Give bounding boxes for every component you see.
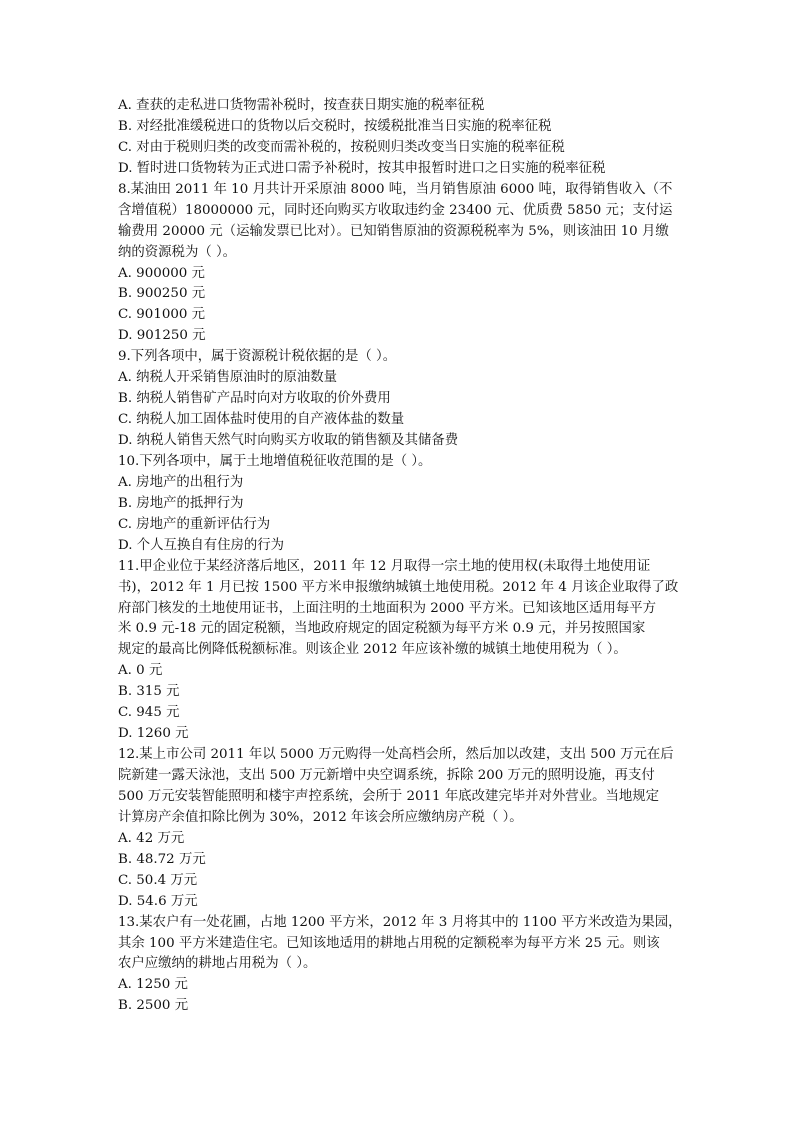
- question-11-text: 米 0.9 元-18 元的固定税额，当地政府规定的固定税额为每平方米 0.9 元，并另按照国家: [118, 621, 646, 637]
- option-line: A. 房地产的出租行为: [118, 474, 244, 490]
- option-line: A. 0 元: [118, 663, 163, 679]
- option-line: B. 2500 元: [118, 998, 189, 1014]
- option-line: B. 48.72 万元: [118, 851, 206, 867]
- question-8-text: 纳的资源税为（ ）。: [118, 244, 237, 260]
- option-line: D. 1260 元: [118, 726, 189, 742]
- option-line: C. 纳税人加工固体盐时使用的自产液体盐的数量: [118, 412, 405, 428]
- document-page: [118, 96, 688, 1017]
- option-line: B. 房地产的抵押行为: [118, 495, 244, 511]
- option-line: C. 50.4 万元: [118, 872, 198, 888]
- question-12-text: 院新建一露天泳池，支出 500 万元新增中央空调系统，拆除 200 万元的照明设施，再支付: [118, 768, 655, 783]
- option-line: D. 54.6 万元: [118, 893, 198, 909]
- option-line: B. 对经批准缓税进口的货物以后交税时，按缓税批准当日实施的税率征税: [118, 118, 552, 134]
- option-line: D. 暂时进口货物转为正式进口需予补税时，按其申报暂时进口之日实施的税率征税: [118, 160, 606, 176]
- option-line: A. 查获的走私进口货物需补税时，按查获日期实施的税率征税: [118, 98, 485, 113]
- option-line: D. 纳税人销售天然气时向购买方收取的销售额及其储备费: [118, 433, 459, 448]
- question-10-text: 10.下列各项中，属于土地增值税征收范围的是（ ）。: [118, 453, 432, 469]
- option-line: A. 900000 元: [118, 265, 205, 281]
- option-line: D. 901250 元: [118, 328, 206, 344]
- option-line: C. 对由于税则归类的改变而需补税的，按税则归类改变当日实施的税率征税: [118, 139, 565, 155]
- question-8-text: 8.某油田 2011 年 10 月共计开采原油 8000 吨，当月销售原油 6000 吨，取得销售收入（不: [118, 181, 673, 197]
- question-8-text: 含增值税）18000000 元，同时还向购买方收取违约金 23400 元、优质费 5850 元；支付运: [118, 202, 673, 218]
- option-line: B. 纳税人销售矿产品时向对方收取的价外费用: [118, 391, 391, 407]
- option-line: C. 房地产的重新评估行为: [118, 516, 271, 532]
- question-12-text: 500 万元安装智能照明和楼宇声控系统，会所于 2011 年底改建完毕并对外营业。当地规定: [118, 788, 660, 804]
- question-11-text: 11.甲企业位于某经济落后地区，2011 年 12 月取得一宗土地的使用权(未取得土地使用证: [118, 558, 651, 574]
- question-13-text: 农户应缴纳的耕地占用税为（ ）。: [118, 956, 317, 972]
- question-11-text: 规定的最高比例降低税额标准。则该企业 2012 年应该补缴的城镇土地使用税为（ ）。: [118, 642, 627, 658]
- option-line: A. 纳税人开采销售原油时的原油数量: [118, 370, 338, 386]
- question-13-text: 13.某农户有一处花圃，占地 1200 平方米，2012 年 3 月将其中的 1100 平方米改造为果园，: [118, 914, 682, 930]
- question-13-text: 其余 100 平方米建造住宅。已知该地适用的耕地占用税的定额税率为每平方米 25 元。则该: [118, 935, 660, 951]
- option-line: A. 42 万元: [118, 830, 185, 846]
- question-11-text: 书)，2012 年 1 月已按 1500 平方米申报缴纳城镇土地使用税。2012 年 4 月该企业取得了政: [118, 579, 679, 595]
- option-line: B. 315 元: [118, 684, 180, 700]
- option-line: C. 945 元: [118, 705, 180, 721]
- question-9-text: 9.下列各项中，属于资源税计税依据的是（ ）。: [118, 349, 397, 365]
- question-12-text: 12.某上市公司 2011 年以 5000 万元购得一处高档会所，然后加以改建，支出 500 万元在后: [118, 747, 674, 763]
- option-line: B. 900250 元: [118, 286, 206, 302]
- question-8-text: 输费用 20000 元（运输发票已比对）。已知销售原油的资源税税率为 5%，则该油田 10 月缴: [118, 223, 669, 239]
- option-line: C. 901000 元: [118, 307, 206, 323]
- option-line: A. 1250 元: [118, 977, 188, 993]
- question-12-text: 计算房产余值扣除比例为 30%，2012 年该会所应缴纳房产税（ ）。: [118, 809, 523, 825]
- option-line: D. 个人互换自有住房的行为: [118, 537, 285, 553]
- question-11-text: 府部门核发的土地使用证书，上面注明的土地面积为 2000 平方米。已知该地区适用每平方: [118, 600, 657, 616]
